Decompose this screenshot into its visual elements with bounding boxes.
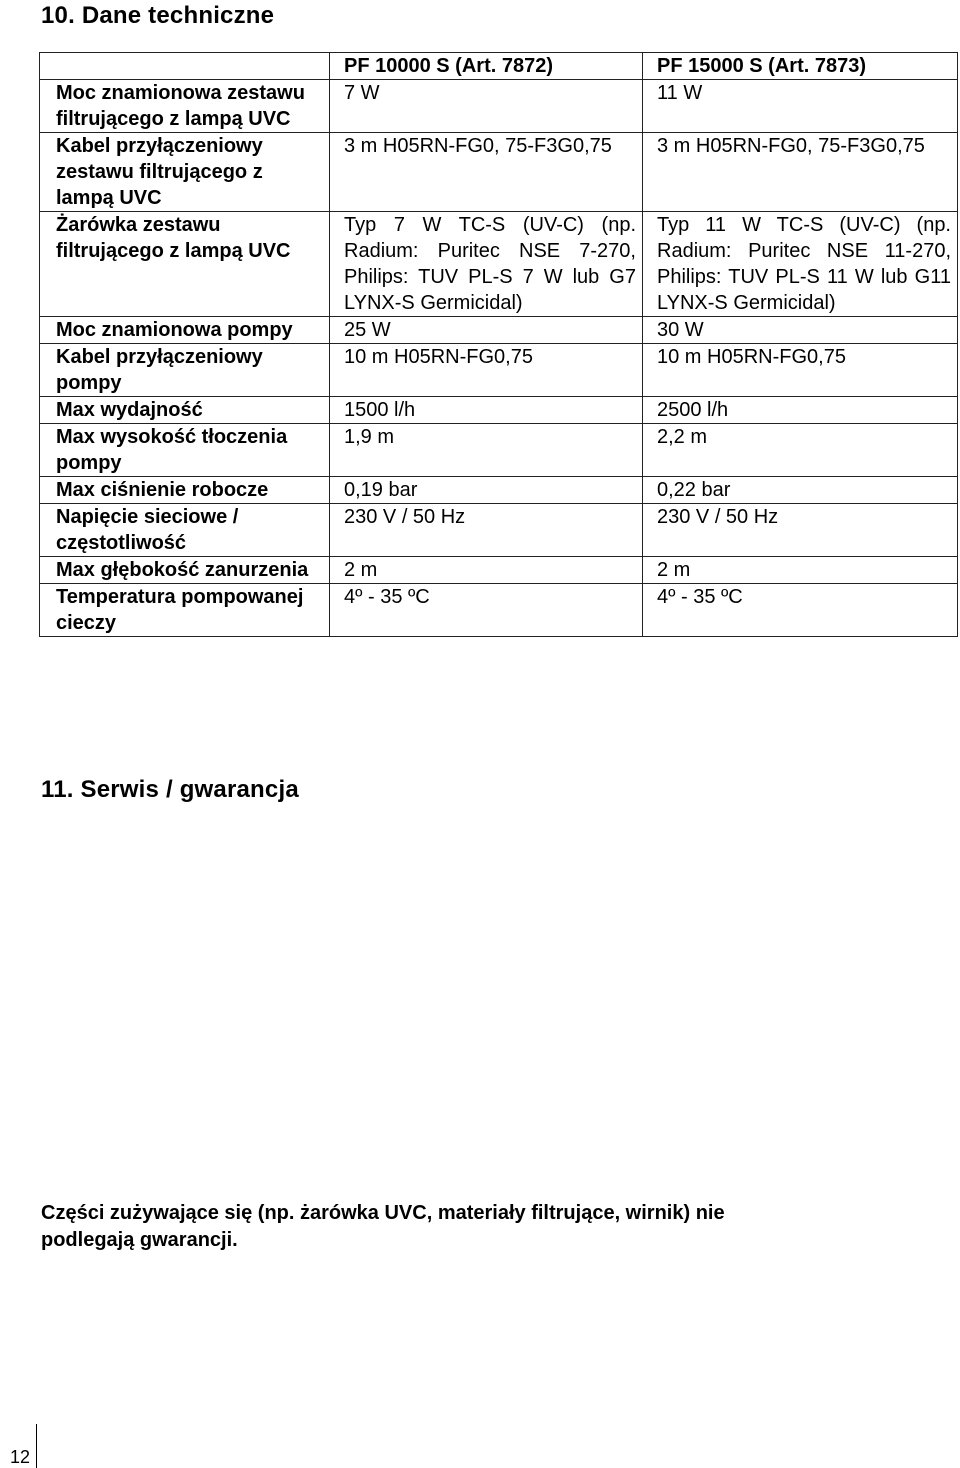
- row-label: Napięcie sieciowe / częstotliwość: [40, 504, 330, 557]
- table-row: [40, 477, 958, 504]
- row-value-pf15000: 3 m H05RN-FG0, 75-F3G0,75: [643, 133, 958, 212]
- row-label: Kabel przyłączeniowy zestawu filtrującego z lampą UVC: [40, 133, 330, 212]
- table-row: [40, 424, 958, 477]
- row-value-pf10000: 25 W: [330, 317, 643, 344]
- row-value-pf15000: 230 V / 50 Hz: [643, 504, 958, 557]
- row-value-pf10000: 4º - 35 ºC: [330, 584, 643, 637]
- row-value-pf15000: 30 W: [643, 317, 958, 344]
- table-row: [40, 557, 958, 584]
- row-value-pf15000: 11 W: [643, 80, 958, 133]
- warranty-note: Części zużywające się (np. żarówka UVC, materiały filtrujące, wirnik) nie podlegają gwarancji.: [41, 1202, 725, 1251]
- row-value-pf10000: 230 V / 50 Hz: [330, 504, 643, 557]
- row-label: Żarówka zestawu filtrującego z lampą UVC: [40, 212, 330, 317]
- table-row: [40, 212, 958, 317]
- table-row: [40, 397, 958, 424]
- row-value-pf15000: 0,22 bar: [643, 477, 958, 504]
- table-row: [40, 133, 958, 212]
- row-value-pf15000: 2,2 m: [643, 424, 958, 477]
- row-label: Max ciśnienie robocze: [40, 477, 330, 504]
- row-value-pf15000: 4º - 35 ºC: [643, 584, 958, 637]
- row-value-pf15000: 10 m H05RN-FG0,75: [643, 344, 958, 397]
- table-row: [40, 584, 958, 637]
- technical-data-table: [39, 52, 958, 637]
- table-row: [40, 344, 958, 397]
- row-label: Max wydajność: [40, 397, 330, 424]
- row-value-pf15000: 2500 l/h: [643, 397, 958, 424]
- column-header-pf15000: PF 15000 S (Art. 7873): [643, 53, 958, 80]
- table-header-row: [40, 53, 958, 80]
- row-value-pf15000: 2 m: [643, 557, 958, 584]
- row-label: Moc znamionowa pompy: [40, 317, 330, 344]
- row-value-pf10000: 0,19 bar: [330, 477, 643, 504]
- page-number: 12: [9, 1447, 31, 1467]
- row-label: Moc znamionowa zestawu filtrującego z lampą UVC: [40, 80, 330, 133]
- row-value-pf10000: 10 m H05RN-FG0,75: [330, 344, 643, 397]
- section-10-title: 10. Dane techniczne: [41, 2, 275, 29]
- row-value-pf10000: 1,9 m: [330, 424, 643, 477]
- row-label: Max głębokość zanurzenia: [40, 557, 330, 584]
- row-value-pf10000: 3 m H05RN-FG0, 75-F3G0,75: [330, 133, 643, 212]
- row-label: Temperatura pompowanej cieczy: [40, 584, 330, 637]
- column-header-pf10000: PF 10000 S (Art. 7872): [330, 53, 643, 80]
- row-value-pf10000: 7 W: [330, 80, 643, 133]
- table-corner-cell: [40, 53, 330, 80]
- row-value-pf10000: 1500 l/h: [330, 397, 643, 424]
- row-value-pf15000: Typ 11 W TC-S (UV-C) (np. Radium: Puritec NSE 11-270, Philips: TUV PL-S 11 W lub G11 LYNX-S Germicidal): [643, 212, 958, 317]
- table-row: [40, 317, 958, 344]
- table-row: [40, 504, 958, 557]
- table-row: [40, 80, 958, 133]
- section-11-title: 11. Serwis / gwarancja: [41, 776, 299, 803]
- row-label: Kabel przyłączeniowy pompy: [40, 344, 330, 397]
- row-value-pf10000: 2 m: [330, 557, 643, 584]
- row-value-pf10000: Typ 7 W TC-S (UV-C) (np. Radium: Puritec NSE 7-270, Philips: TUV PL-S 7 W lub G7 LYNX-S Germicidal): [330, 212, 643, 317]
- row-label: Max wysokość tłoczenia pompy: [40, 424, 330, 477]
